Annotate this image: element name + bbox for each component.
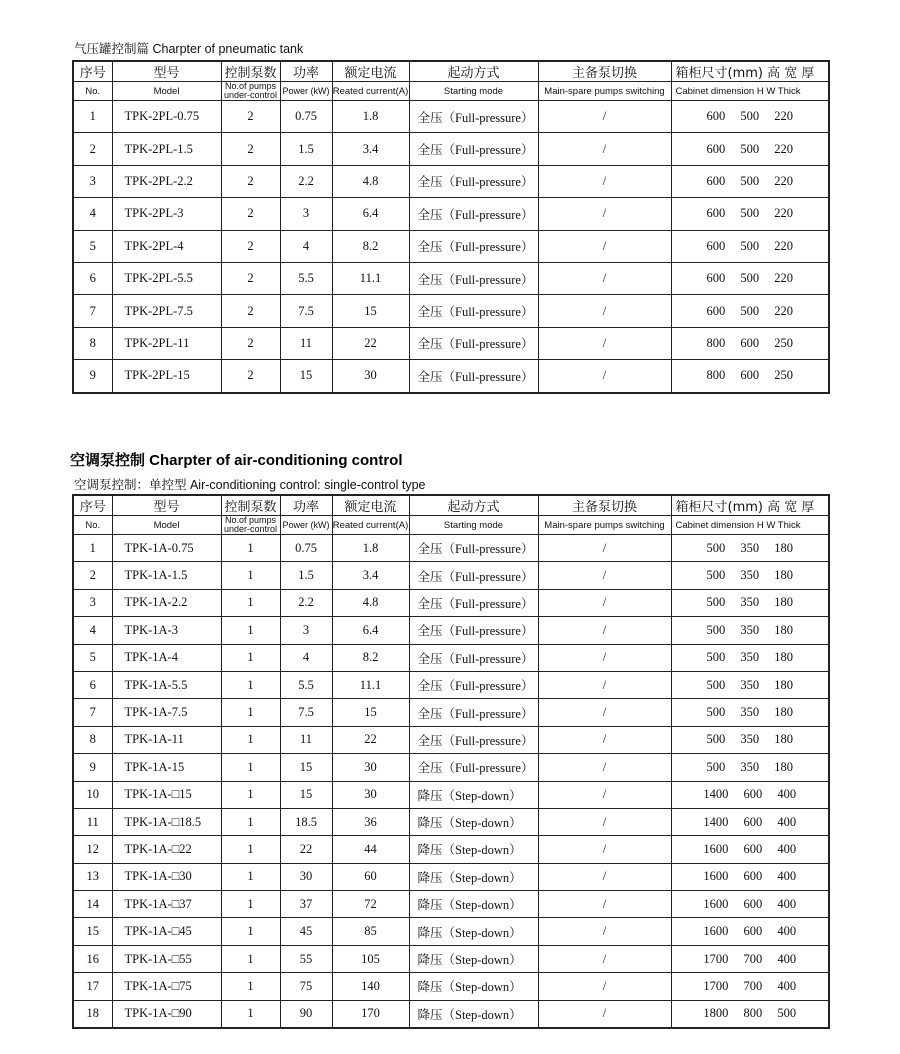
cell-no: 2 [73, 562, 112, 589]
cell-no: 9 [73, 360, 112, 393]
header-current-en: Reated current(A) [332, 82, 409, 101]
cell-switch: / [538, 295, 671, 327]
cell-switch: / [538, 360, 671, 393]
table-row [73, 589, 829, 616]
cell-mode: 全压（Full-pressure） [409, 360, 538, 393]
cell-dimension: 600 500 220 [671, 133, 829, 165]
cell-power: 11 [280, 327, 332, 359]
cell-pumps: 1 [221, 781, 280, 808]
header-row-cn [73, 61, 829, 82]
header-current-cn: 额定电流 [332, 61, 409, 82]
cell-mode: 全压（Full-pressure） [409, 327, 538, 359]
table-row [73, 1000, 829, 1028]
cell-switch: / [538, 1000, 671, 1028]
header-dimension-cn: 箱柜尺寸(mm) 高 宽 厚 [671, 495, 829, 516]
cell-pumps: 1 [221, 726, 280, 753]
cell-power: 7.5 [280, 295, 332, 327]
cell-dimension: 500 350 180 [671, 754, 829, 781]
header-mode-en: Starting mode [409, 516, 538, 535]
cell-power: 90 [280, 1000, 332, 1028]
cell-mode: 降压（Step-down） [409, 945, 538, 972]
cell-power: 1.5 [280, 133, 332, 165]
table-row [73, 945, 829, 972]
cell-pumps: 2 [221, 198, 280, 230]
cell-no: 5 [73, 230, 112, 262]
cell-mode: 全压（Full-pressure） [409, 165, 538, 197]
header-row-cn [73, 495, 829, 516]
cell-mode: 降压（Step-down） [409, 918, 538, 945]
cell-no: 10 [73, 781, 112, 808]
cell-mode: 全压（Full-pressure） [409, 644, 538, 671]
cell-power: 3 [280, 617, 332, 644]
cell-current: 30 [332, 781, 409, 808]
cell-dimension: 1700 700 400 [671, 945, 829, 972]
cell-mode: 全压（Full-pressure） [409, 699, 538, 726]
cell-switch: / [538, 918, 671, 945]
header-current-cn: 额定电流 [332, 495, 409, 516]
cell-model: TPK-1A-□55 [112, 945, 221, 972]
cell-model: TPK-1A-1.5 [112, 562, 221, 589]
cell-no: 7 [73, 699, 112, 726]
cell-dimension: 800 600 250 [671, 327, 829, 359]
cell-switch: / [538, 808, 671, 835]
cell-pumps: 2 [221, 295, 280, 327]
cell-current: 6.4 [332, 198, 409, 230]
cell-switch: / [538, 589, 671, 616]
cell-current: 1.8 [332, 535, 409, 562]
cell-no: 13 [73, 863, 112, 890]
cell-no: 4 [73, 617, 112, 644]
cell-dimension: 600 500 220 [671, 295, 829, 327]
cell-pumps: 2 [221, 230, 280, 262]
cell-no: 12 [73, 836, 112, 863]
cell-switch: / [538, 836, 671, 863]
cell-current: 15 [332, 699, 409, 726]
cell-pumps: 2 [221, 133, 280, 165]
header-no-cn: 序号 [73, 61, 112, 82]
air-conditioning-table [72, 494, 830, 1029]
header-power-en: Power (kW) [280, 516, 332, 535]
header-no-en: No. [73, 82, 112, 101]
cell-switch: / [538, 891, 671, 918]
cell-mode: 降压（Step-down） [409, 863, 538, 890]
cell-mode: 降压（Step-down） [409, 836, 538, 863]
cell-model: TPK-2PL-0.75 [112, 101, 221, 133]
cell-dimension: 500 350 180 [671, 535, 829, 562]
cell-switch: / [538, 726, 671, 753]
header-no-cn: 序号 [73, 495, 112, 516]
cell-current: 1.8 [332, 101, 409, 133]
cell-power: 1.5 [280, 562, 332, 589]
cell-current: 6.4 [332, 617, 409, 644]
cell-current: 22 [332, 327, 409, 359]
cell-no: 7 [73, 295, 112, 327]
cell-dimension: 500 350 180 [671, 699, 829, 726]
table-row [73, 754, 829, 781]
cell-model: TPK-2PL-3 [112, 198, 221, 230]
cell-power: 75 [280, 973, 332, 1000]
cell-model: TPK-1A-□90 [112, 1000, 221, 1028]
cell-switch: / [538, 198, 671, 230]
cell-no: 9 [73, 754, 112, 781]
header-switch-en: Main-spare pumps switching [538, 516, 671, 535]
cell-model: TPK-1A-7.5 [112, 699, 221, 726]
cell-current: 30 [332, 754, 409, 781]
cell-pumps: 2 [221, 262, 280, 294]
cell-switch: / [538, 781, 671, 808]
cell-dimension: 500 350 180 [671, 589, 829, 616]
cell-no: 15 [73, 918, 112, 945]
cell-dimension: 500 350 180 [671, 671, 829, 698]
cell-current: 4.8 [332, 165, 409, 197]
cell-dimension: 500 350 180 [671, 617, 829, 644]
cell-current: 85 [332, 918, 409, 945]
table-row [73, 360, 829, 393]
cell-switch: / [538, 327, 671, 359]
cell-mode: 降压（Step-down） [409, 1000, 538, 1028]
header-model-en: Model [112, 516, 221, 535]
cell-mode: 降压（Step-down） [409, 781, 538, 808]
cell-switch: / [538, 165, 671, 197]
cell-mode: 降压（Step-down） [409, 973, 538, 1000]
cell-no: 11 [73, 808, 112, 835]
table-row [73, 535, 829, 562]
table-row [73, 726, 829, 753]
cell-power: 2.2 [280, 165, 332, 197]
header-power-cn: 功率 [280, 61, 332, 82]
cell-current: 44 [332, 836, 409, 863]
cell-current: 22 [332, 726, 409, 753]
table-row [73, 165, 829, 197]
cell-switch: / [538, 230, 671, 262]
table-row [73, 327, 829, 359]
cell-model: TPK-1A-0.75 [112, 535, 221, 562]
cell-pumps: 1 [221, 973, 280, 1000]
cell-model: TPK-1A-□22 [112, 836, 221, 863]
cell-mode: 降压（Step-down） [409, 808, 538, 835]
cell-mode: 全压（Full-pressure） [409, 230, 538, 262]
cell-model: TPK-1A-5.5 [112, 671, 221, 698]
cell-switch: / [538, 535, 671, 562]
cell-pumps: 1 [221, 808, 280, 835]
cell-dimension: 1400 600 400 [671, 781, 829, 808]
cell-current: 8.2 [332, 644, 409, 671]
cell-dimension: 500 350 180 [671, 644, 829, 671]
table-row [73, 863, 829, 890]
header-switch-cn: 主备泵切换 [538, 61, 671, 82]
cell-dimension: 1600 600 400 [671, 836, 829, 863]
cell-dimension: 600 500 220 [671, 262, 829, 294]
cell-pumps: 1 [221, 754, 280, 781]
cell-switch: / [538, 699, 671, 726]
cell-power: 37 [280, 891, 332, 918]
cell-current: 8.2 [332, 230, 409, 262]
cell-dimension: 600 500 220 [671, 230, 829, 262]
cell-power: 2.2 [280, 589, 332, 616]
cell-no: 1 [73, 535, 112, 562]
cell-pumps: 1 [221, 562, 280, 589]
table-row [73, 198, 829, 230]
table-row [73, 133, 829, 165]
header-mode-en: Starting mode [409, 82, 538, 101]
air-conditioning-heading: 空调泵控制 Charpter of air-conditioning control [70, 452, 403, 469]
table-row [73, 973, 829, 1000]
cell-dimension: 1400 600 400 [671, 808, 829, 835]
cell-power: 55 [280, 945, 332, 972]
table-row [73, 836, 829, 863]
table-row [73, 562, 829, 589]
header-current-en: Reated current(A) [332, 516, 409, 535]
table-row [73, 101, 829, 133]
cell-current: 72 [332, 891, 409, 918]
header-dimension-cn: 箱柜尺寸(mm) 高 宽 厚 [671, 61, 829, 82]
header-pumps-en: No.of pumps under-control [221, 516, 280, 535]
cell-no: 17 [73, 973, 112, 1000]
cell-mode: 全压（Full-pressure） [409, 198, 538, 230]
cell-dimension: 1800 800 500 [671, 1000, 829, 1028]
cell-switch: / [538, 133, 671, 165]
header-dimension-en: Cabinet dimension H W Thick [671, 516, 829, 535]
cell-power: 0.75 [280, 535, 332, 562]
cell-switch: / [538, 863, 671, 890]
cell-power: 5.5 [280, 671, 332, 698]
cell-dimension: 600 500 220 [671, 101, 829, 133]
header-mode-cn: 起动方式 [409, 61, 538, 82]
cell-pumps: 1 [221, 589, 280, 616]
cell-switch: / [538, 644, 671, 671]
header-model-en: Model [112, 82, 221, 101]
header-row-en [73, 516, 829, 535]
cell-no: 5 [73, 644, 112, 671]
cell-mode: 全压（Full-pressure） [409, 671, 538, 698]
cell-dimension: 500 350 180 [671, 562, 829, 589]
cell-no: 6 [73, 262, 112, 294]
cell-switch: / [538, 973, 671, 1000]
cell-mode: 全压（Full-pressure） [409, 589, 538, 616]
header-power-cn: 功率 [280, 495, 332, 516]
cell-no: 16 [73, 945, 112, 972]
cell-mode: 全压（Full-pressure） [409, 562, 538, 589]
cell-model: TPK-2PL-7.5 [112, 295, 221, 327]
cell-current: 3.4 [332, 562, 409, 589]
cell-pumps: 1 [221, 1000, 280, 1028]
cell-no: 1 [73, 101, 112, 133]
cell-no: 18 [73, 1000, 112, 1028]
pneumatic-tank-table [72, 60, 830, 394]
cell-mode: 降压（Step-down） [409, 891, 538, 918]
header-mode-cn: 起动方式 [409, 495, 538, 516]
cell-model: TPK-1A-3 [112, 617, 221, 644]
cell-power: 15 [280, 754, 332, 781]
cell-pumps: 2 [221, 165, 280, 197]
cell-no: 8 [73, 726, 112, 753]
cell-dimension: 1600 600 400 [671, 891, 829, 918]
cell-current: 11.1 [332, 671, 409, 698]
header-row-en [73, 82, 829, 101]
cell-power: 5.5 [280, 262, 332, 294]
cell-pumps: 2 [221, 360, 280, 393]
cell-pumps: 1 [221, 644, 280, 671]
cell-no: 3 [73, 165, 112, 197]
table-row [73, 891, 829, 918]
cell-pumps: 1 [221, 671, 280, 698]
cell-model: TPK-1A-11 [112, 726, 221, 753]
cell-current: 170 [332, 1000, 409, 1028]
cell-dimension: 500 350 180 [671, 726, 829, 753]
cell-power: 11 [280, 726, 332, 753]
table-row [73, 230, 829, 262]
header-switch-en: Main-spare pumps switching [538, 82, 671, 101]
cell-current: 60 [332, 863, 409, 890]
cell-dimension: 600 500 220 [671, 198, 829, 230]
header-pumps-cn: 控制泵数 [221, 495, 280, 516]
cell-power: 15 [280, 360, 332, 393]
cell-pumps: 1 [221, 863, 280, 890]
header-no-en: No. [73, 516, 112, 535]
header-pumps-cn: 控制泵数 [221, 61, 280, 82]
cell-current: 3.4 [332, 133, 409, 165]
cell-model: TPK-1A-□30 [112, 863, 221, 890]
cell-no: 6 [73, 671, 112, 698]
cell-no: 3 [73, 589, 112, 616]
cell-model: TPK-1A-□18.5 [112, 808, 221, 835]
cell-mode: 全压（Full-pressure） [409, 617, 538, 644]
cell-pumps: 1 [221, 836, 280, 863]
cell-model: TPK-2PL-11 [112, 327, 221, 359]
air-conditioning-caption: 空调泵控制：单控型 Air-conditioning control: single-control type [74, 478, 426, 492]
header-model-cn: 型号 [112, 61, 221, 82]
cell-pumps: 1 [221, 699, 280, 726]
cell-power: 18.5 [280, 808, 332, 835]
table-row [73, 808, 829, 835]
cell-model: TPK-1A-□75 [112, 973, 221, 1000]
cell-model: TPK-2PL-2.2 [112, 165, 221, 197]
cell-mode: 全压（Full-pressure） [409, 295, 538, 327]
cell-current: 105 [332, 945, 409, 972]
cell-power: 3 [280, 198, 332, 230]
cell-no: 4 [73, 198, 112, 230]
cell-pumps: 2 [221, 327, 280, 359]
cell-pumps: 1 [221, 918, 280, 945]
cell-power: 45 [280, 918, 332, 945]
cell-model: TPK-2PL-15 [112, 360, 221, 393]
header-model-cn: 型号 [112, 495, 221, 516]
cell-model: TPK-1A-4 [112, 644, 221, 671]
cell-power: 4 [280, 230, 332, 262]
cell-mode: 全压（Full-pressure） [409, 133, 538, 165]
cell-power: 4 [280, 644, 332, 671]
table-row [73, 617, 829, 644]
cell-model: TPK-1A-15 [112, 754, 221, 781]
table-row [73, 295, 829, 327]
cell-mode: 全压（Full-pressure） [409, 262, 538, 294]
table-row [73, 671, 829, 698]
table-row [73, 781, 829, 808]
cell-model: TPK-2PL-5.5 [112, 262, 221, 294]
cell-no: 8 [73, 327, 112, 359]
cell-power: 0.75 [280, 101, 332, 133]
cell-switch: / [538, 562, 671, 589]
cell-switch: / [538, 671, 671, 698]
header-dimension-en: Cabinet dimension H W Thick [671, 82, 829, 101]
cell-no: 14 [73, 891, 112, 918]
cell-model: TPK-1A-□45 [112, 918, 221, 945]
cell-current: 4.8 [332, 589, 409, 616]
cell-dimension: 1700 700 400 [671, 973, 829, 1000]
cell-mode: 全压（Full-pressure） [409, 754, 538, 781]
cell-switch: / [538, 262, 671, 294]
header-switch-cn: 主备泵切换 [538, 495, 671, 516]
header-pumps-en: No.of pumps under-control [221, 82, 280, 101]
cell-pumps: 1 [221, 945, 280, 972]
cell-model: TPK-1A-□15 [112, 781, 221, 808]
cell-model: TPK-1A-□37 [112, 891, 221, 918]
cell-model: TPK-1A-2.2 [112, 589, 221, 616]
cell-mode: 全压（Full-pressure） [409, 535, 538, 562]
cell-current: 15 [332, 295, 409, 327]
cell-pumps: 1 [221, 535, 280, 562]
table-row [73, 262, 829, 294]
cell-switch: / [538, 754, 671, 781]
cell-model: TPK-2PL-4 [112, 230, 221, 262]
cell-current: 36 [332, 808, 409, 835]
cell-dimension: 1600 600 400 [671, 863, 829, 890]
cell-no: 2 [73, 133, 112, 165]
cell-current: 11.1 [332, 262, 409, 294]
cell-pumps: 1 [221, 891, 280, 918]
cell-mode: 全压（Full-pressure） [409, 101, 538, 133]
cell-model: TPK-2PL-1.5 [112, 133, 221, 165]
cell-pumps: 2 [221, 101, 280, 133]
header-power-en: Power (kW) [280, 82, 332, 101]
pneumatic-tank-caption: 气压罐控制篇 Charpter of pneumatic tank [74, 42, 304, 56]
cell-switch: / [538, 945, 671, 972]
cell-pumps: 1 [221, 617, 280, 644]
cell-switch: / [538, 101, 671, 133]
cell-dimension: 600 500 220 [671, 165, 829, 197]
cell-mode: 全压（Full-pressure） [409, 726, 538, 753]
table-row [73, 918, 829, 945]
cell-current: 140 [332, 973, 409, 1000]
cell-dimension: 800 600 250 [671, 360, 829, 393]
cell-power: 22 [280, 836, 332, 863]
cell-dimension: 1600 600 400 [671, 918, 829, 945]
cell-power: 15 [280, 781, 332, 808]
cell-switch: / [538, 617, 671, 644]
cell-current: 30 [332, 360, 409, 393]
table-row [73, 644, 829, 671]
table-row [73, 699, 829, 726]
cell-power: 30 [280, 863, 332, 890]
cell-power: 7.5 [280, 699, 332, 726]
